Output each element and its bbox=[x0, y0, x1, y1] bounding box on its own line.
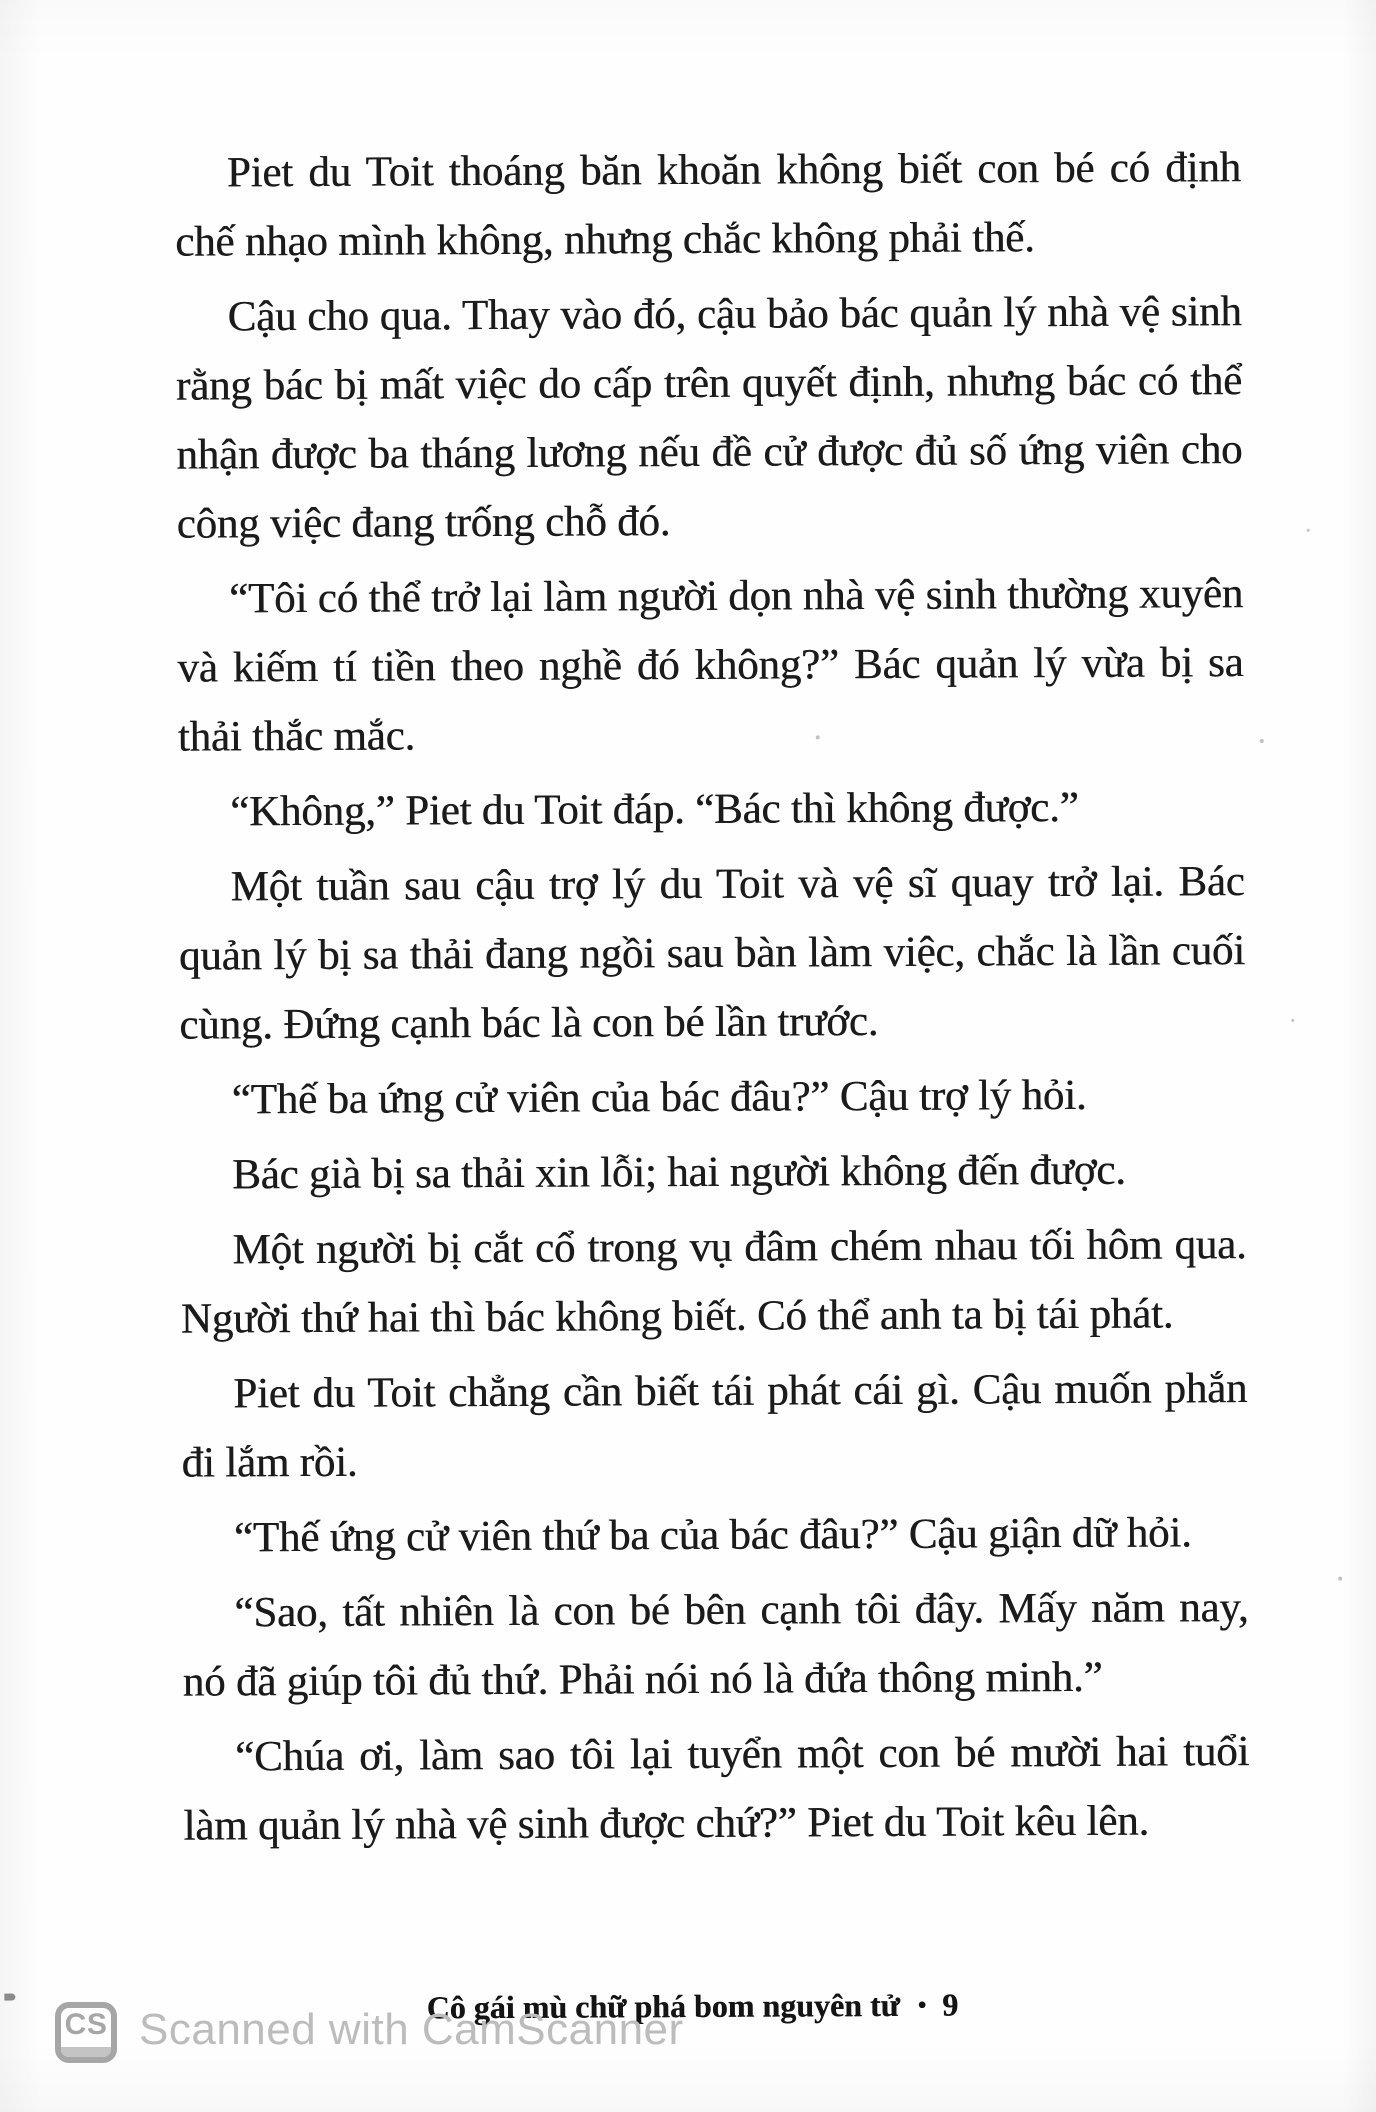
camscanner-logo-icon bbox=[55, 2002, 117, 2063]
camscanner-logo-bar bbox=[55, 2047, 117, 2063]
body-paragraph: “Thế ứng cử viên thứ ba của bác đâu?” Cậu giận dữ hỏi. bbox=[233, 1509, 1192, 1562]
scan-noise-speck bbox=[1338, 1577, 1342, 1581]
body-paragraph: “Tôi có thể trở lại làm người dọn nhà vệ sinh thường xuyên và kiếm tí tiền theo nghề đó không?” Bác quản lý vừa bị sa thải thắc mắc. bbox=[177, 570, 1244, 761]
body-paragraph: “Sao, tất nhiên là con bé bên cạnh tôi đây. Mấy năm nay, nó đã giúp tôi đủ thứ. Phải nói nó là đứa thông minh.” bbox=[182, 1584, 1249, 1706]
footer-bullet: • bbox=[917, 1992, 927, 2019]
scan-noise-speck bbox=[1307, 529, 1310, 532]
body-paragraph: Cậu cho qua. Thay vào đó, cậu bảo bác quản lý nhà vệ sinh rằng bác bị mất việc do cấp trên quyết định, nhưng bác có thể nhận được ba tháng lương nếu đề cử được đủ số ứng viên cho công việc đang trống chỗ đó. bbox=[175, 288, 1243, 548]
camscanner-logo-letters: CS bbox=[64, 2008, 108, 2041]
body-paragraph: Một tuần sau cậu trợ lý du Toit và vệ sĩ quay trở lại. Bác quản lý bị sa thải đang ngồi sau bàn làm việc, chắc là lần cuối cùng. Đứng cạnh bác là con bé lần trước. bbox=[178, 858, 1246, 1049]
scan-edge-mark bbox=[4, 1994, 15, 2001]
page-number: 9 bbox=[942, 1986, 959, 2023]
body-text bbox=[175, 133, 1250, 1867]
watermark-label: Scanned with CamScanner bbox=[139, 2005, 684, 2054]
scan-noise-speck bbox=[1260, 739, 1264, 743]
body-paragraph: Piet du Toit thoáng băn khoăn không biết con bé có định chế nhạo mình không, nhưng chắc không phải thế. bbox=[175, 144, 1241, 266]
scan-noise-speck bbox=[816, 735, 820, 739]
body-paragraph: Piet du Toit chẳng cần biết tái phát cái gì. Cậu muốn phắn đi lắm rồi. bbox=[181, 1365, 1248, 1487]
running-title: Cô gái mù chữ phá bom nguyên tử bbox=[426, 1986, 900, 2026]
body-paragraph: “Thế ba ứng cử viên của bác đâu?” Cậu trợ lý hỏi. bbox=[231, 1071, 1087, 1124]
body-paragraph: “Chúa ơi, làm sao tôi lại tuyển một con bé mười hai tuổi làm quản lý nhà vệ sinh được chứ?” Piet du Toit kêu lên. bbox=[183, 1728, 1250, 1850]
body-paragraph: “Không,” Piet du Toit đáp. “Bác thì không được.” bbox=[230, 783, 1079, 836]
body-paragraph: Một người bị cắt cổ trong vụ đâm chém nhau tối hôm qua. Người thứ hai thì bác không biết. Có thể anh ta bị tái phát. bbox=[180, 1221, 1247, 1343]
camscanner-watermark bbox=[55, 2002, 684, 2063]
scan-noise-speck bbox=[1291, 1019, 1294, 1022]
body-paragraph: Bác già bị sa thải xin lỗi; hai người không đến được. bbox=[231, 1146, 1126, 1199]
